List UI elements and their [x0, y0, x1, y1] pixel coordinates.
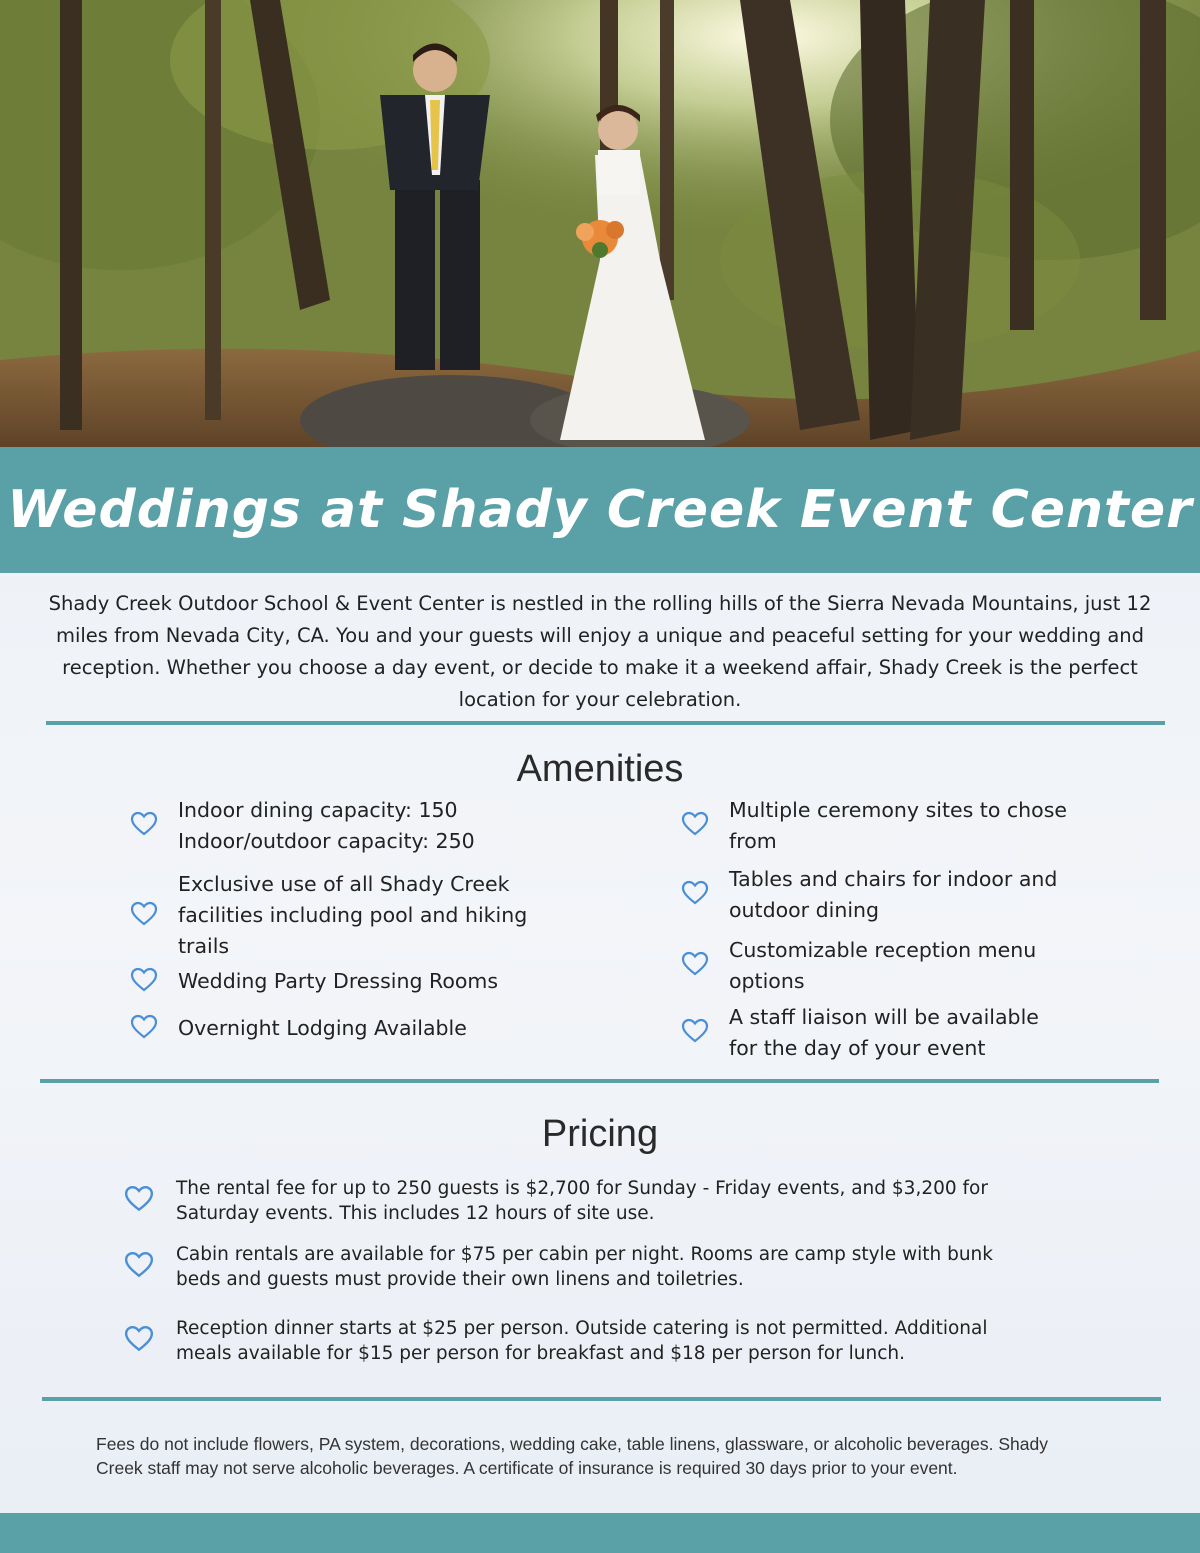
pricing-item	[124, 1316, 1084, 1366]
heart-icon	[130, 1014, 158, 1044]
amenity-line: facilities including pool and hiking	[178, 903, 528, 927]
pricing-heading: Pricing	[541, 1113, 659, 1155]
divider-3	[42, 1397, 1161, 1401]
amenity-line: Customizable reception menu	[729, 938, 1037, 962]
amenity-item	[681, 935, 1036, 997]
amenity-line: trails	[178, 934, 230, 958]
amenity-line: Tables and chairs for indoor and	[729, 867, 1058, 891]
amenities-heading: Amenities	[516, 748, 684, 790]
pricing-line: beds and guests must provide their own linens and toiletries.	[176, 1269, 744, 1290]
amenity-line: Indoor dining capacity: 150	[178, 798, 458, 822]
divider-2	[40, 1079, 1159, 1083]
footnote-line: Fees do not include flowers, PA system, decorations, wedding cake, table linens, glassware, or alcoholic beverages. Shady	[96, 1434, 1048, 1454]
pricing-item	[124, 1242, 1084, 1292]
heart-icon	[124, 1251, 154, 1283]
amenity-line: Wedding Party Dressing Rooms	[178, 969, 499, 993]
amenity-line: Indoor/outdoor capacity: 250	[178, 829, 475, 853]
heart-icon	[681, 951, 709, 981]
amenity-line: Overnight Lodging Available	[178, 1016, 467, 1040]
heart-icon	[124, 1185, 154, 1217]
fees-footnote	[96, 1432, 1106, 1480]
amenity-item	[681, 864, 1057, 926]
amenity-item	[130, 1013, 467, 1044]
footnote-line: Creek staff may not serve alcoholic beverages. A certificate of insurance is required 30 days prior to your event.	[96, 1458, 958, 1478]
hero-photo	[0, 0, 1200, 447]
pricing-line: Cabin rentals are available for $75 per cabin per night. Rooms are camp style with bunk	[176, 1244, 993, 1265]
heart-icon	[681, 1018, 709, 1048]
amenity-item	[681, 795, 1067, 857]
heart-icon	[130, 967, 158, 997]
amenity-item	[130, 869, 527, 962]
wedding-photo-illustration	[0, 0, 1200, 447]
pricing-line: Reception dinner starts at $25 per person. Outside catering is not permitted. Additional	[176, 1318, 988, 1339]
amenity-item	[130, 795, 475, 857]
title-banner	[0, 447, 1200, 573]
pricing-line: Saturday events. This includes 12 hours of site use.	[176, 1203, 655, 1224]
amenity-line: outdoor dining	[729, 898, 880, 922]
amenity-line: Multiple ceremony sites to chose	[729, 798, 1067, 822]
amenity-line: options	[729, 969, 805, 993]
amenity-line: from	[729, 829, 777, 853]
pricing-item	[124, 1176, 1084, 1226]
pricing-line: meals available for $15 per person for breakfast and $18 per person for lunch.	[176, 1343, 905, 1364]
amenity-line: A staff liaison will be available	[729, 1005, 1039, 1029]
amenity-item	[130, 966, 498, 997]
page-title: Weddings at Shady Creek Event Center	[7, 480, 1193, 540]
amenity-item	[681, 1002, 1039, 1064]
pricing-line: The rental fee for up to 250 guests is $2,700 for Sunday - Friday events, and $3,200 for	[176, 1178, 988, 1199]
divider-1	[46, 721, 1165, 725]
bottom-bar	[0, 1513, 1200, 1553]
heart-icon	[681, 811, 709, 841]
intro-paragraph: Shady Creek Outdoor School & Event Center is nestled in the rolling hills of the Sierra Nevada Mountains, just 12 miles from Nevada City, CA. You and your guests will enjoy a unique and peaceful setting for your wedding and reception. Whether you choose a day event, or decide to make it a weekend affair, Shady Creek is the perfect location for your celebration.	[48, 592, 1152, 711]
amenity-line: Exclusive use of all Shady Creek	[178, 872, 510, 896]
heart-icon	[124, 1325, 154, 1357]
heart-icon	[130, 901, 158, 931]
amenity-line: for the day of your event	[729, 1036, 986, 1060]
heart-icon	[681, 880, 709, 910]
heart-icon	[130, 811, 158, 841]
